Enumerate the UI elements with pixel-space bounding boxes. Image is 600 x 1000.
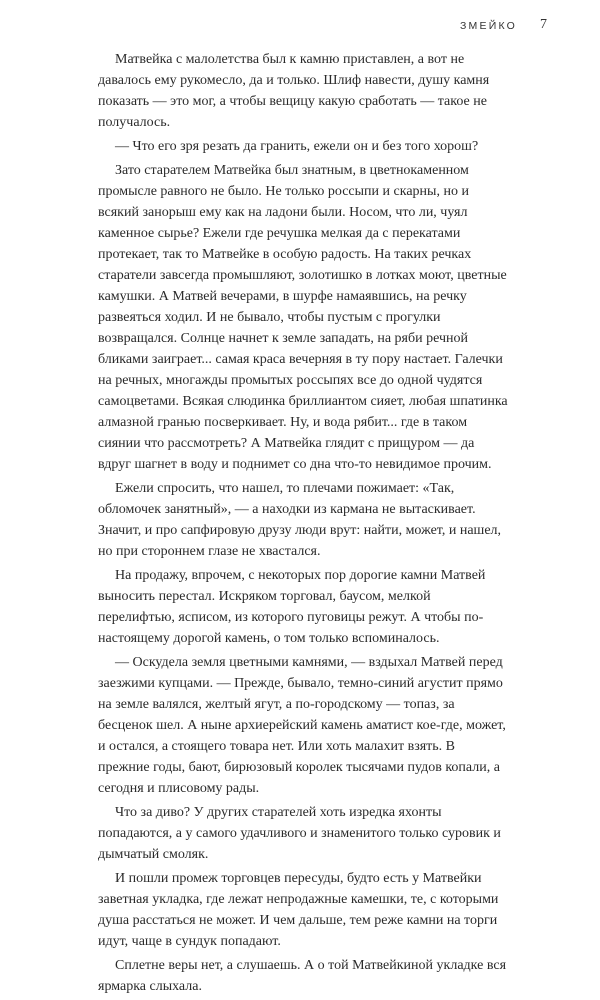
paragraph: — Оскудела земля цветными камнями, — вздыхал Матвей перед заезжими купцами. — Прежде, бывало, темно-синий агустит прямо на земле валялся, желтый ягут, а по-городскому — топаз, за бесценок шел. А ныне архиерейский камень аматист кое-где, может, и остался, а стоящего товара нет. Или хоть малахит взять. В прежние годы, бают, бирюзовый королек тысячами пудов копали, а сегодня и плисовому рады. xyxy=(98,655,506,796)
paragraph: На продажу, впрочем, с некоторых пор дорогие камни Матвей выносить перестал. Искряком торговал, баусом, мелкой перелифтью, ясписом, из которого пуговицы режут. А чтобы по-настоящему дорогой камень, о том только вспоминалось. xyxy=(98,568,486,646)
paragraph: И пошли промеж торговцев пересуды, будто есть у Матвейки заветная укладка, где лежат непродажные камешки, те, с которыми душа расстаться не может. И чем дальше, тем реже камни на торги идут, чаще в сундук попадают. xyxy=(98,871,499,949)
paragraph: Зато старателем Матвейка был знатным, в цветнокаменном промысле равного не было. Не только россыпи и скарны, но и всякий занорыш ему как на ладони были. Носом, что ли, чуял каменное сырье? Ежели где речушка мелкая да с перекатами протекает, так то Матвейке в особую радость. На таких речках старатели завсегда промышляют, золотишко в лотках моют, цветные камушки. А Матвей вечерами, в шурфе намаявшись, на речку развеяться ходил. И не бывало, чтобы пустым с прогулки возвращался. Солнце начнет к земле западать, на ряби речной бликами заиграет... самая краса вечерняя в ту пору настает. Галечки на речных, многажды промытых россыпях все до одной чудятся самоцветами. Всякая слюдинка бриллиантом сияет, любая шпатинка алмазной гранью посверкивает. Ну, и вода рябит... где в таком сиянии что рассмотреть? А Матвейка глядит с прищуром — да вдруг шагнет в воду и поднимет со дна что-то невидимое прочим. xyxy=(98,163,508,472)
paragraph: Матвейка с малолетства был к камню приставлен, а вот не давалось ему рукомесло, да и только. Шлиф навести, душу камня показать — это мог, а чтобы вещицу какую сработать — такое не получалось. xyxy=(98,52,490,130)
page-number: 7 xyxy=(540,17,547,32)
body-text xyxy=(98,49,508,1000)
paragraph: Сплетне веры нет, а слушаешь. А о той Матвейкиной укладке вся ярмарка слыхала. xyxy=(98,958,507,994)
paragraph: Ежели спросить, что нашел, то плечами пожимает: «Так, обломочек занятный», — а находки из кармана не вытаскивает. Значит, и про сапфировую друзу люди врут: найти, может, и нашел, но при стороннем глазе не хвастался. xyxy=(98,481,502,559)
paragraph: — Что его зря резать да гранить, ежели он и без того хорош? xyxy=(115,139,479,154)
paragraph: Что за диво? У других старателей хоть изредка яхонты попадаются, а у самого удачливого и знаменитого только суровик и дымчатый смоляк. xyxy=(98,805,501,862)
running-title: ЗМЕЙКО xyxy=(460,20,518,32)
